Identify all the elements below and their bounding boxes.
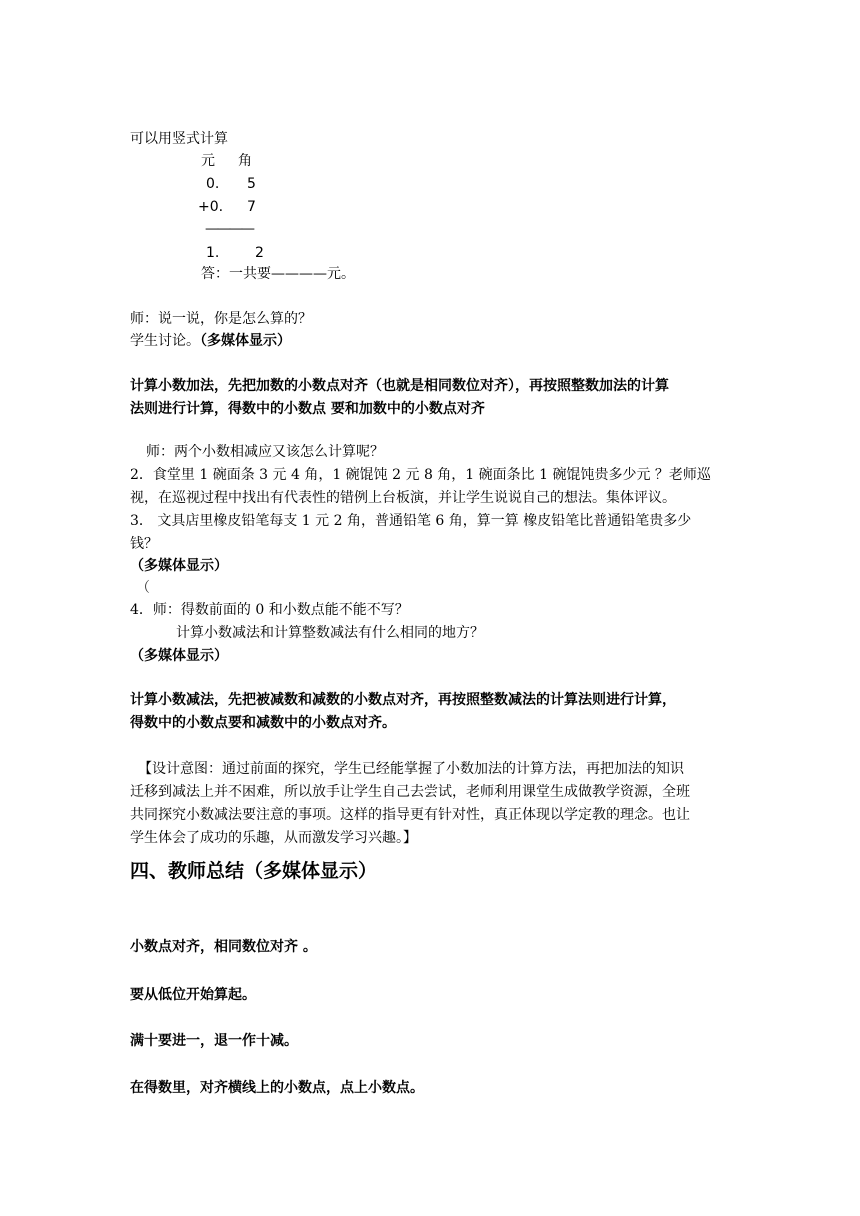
- item-4-line-1: 4．师：得数前面的 0 和小数点能不能不写？: [130, 602, 409, 618]
- stray-paren: （: [136, 580, 150, 596]
- addition-rule-line-2: 法则进行计算，得数中的小数点 要和加数中的小数点对齐: [130, 401, 485, 417]
- design-intent-line-4: 学生体会了成功的乐趣，从而激发学习兴趣。】: [130, 830, 417, 846]
- calc-row1-right: 5: [247, 176, 256, 192]
- calc-result-left: 1.: [206, 245, 220, 261]
- calc-row1-left: 0.: [206, 176, 220, 192]
- summary-point-4: 在得数里，对齐横线上的小数点，点上小数点。: [130, 1080, 424, 1096]
- summary-point-2: 要从低位开始算起。: [130, 987, 256, 1003]
- summary-point-3: 满十要进一，退一作十减。: [130, 1033, 298, 1049]
- calc-row2-left: +0.: [198, 199, 224, 215]
- discussion-multimedia: （多媒体显示）: [200, 333, 291, 349]
- teacher-question-1: 师：说一说，你是怎么算的？: [130, 311, 312, 327]
- calc-result-right: 2: [255, 245, 264, 261]
- item-2-line-2: 视，在巡视过程中找出有代表性的错例上台板演，并让学生说说自己的想法。集体评议。: [130, 490, 676, 506]
- design-intent-line-1: 【设计意图：通过前面的探究，学生已经能掌握了小数加法的计算方法，再把加法的知识: [138, 761, 684, 777]
- discussion-prefix: 学生讨论。: [130, 333, 200, 349]
- calc-col-yuan: 元: [201, 153, 215, 169]
- calc-col-jiao: 角: [238, 153, 252, 169]
- item-2-line-1: 2．食堂里 1 碗面条 3 元 4 角，1 碗馄饨 2 元 8 角，1 碗面条比 1 碗馄饨贵多少元 ？老师巡: [130, 467, 711, 483]
- student-discussion: [130, 330, 291, 352]
- design-intent-line-3: 共同探究小数减法要注意的事项。这样的指导更有针对性，真正体现以学定教的理念。也让: [130, 807, 690, 823]
- teacher-question-2: 师：两个小数相减应又该怎么计算呢？: [146, 444, 384, 460]
- calc-answer: 答：一共要————元。: [201, 266, 355, 282]
- item-3-line-1: 3． 文具店里橡皮铅笔每支 1 元 2 角，普通铅笔 6 角，算一算 橡皮铅笔比普通铅笔贵多少: [130, 513, 692, 529]
- multimedia-note-2: （多媒体显示）: [130, 648, 228, 664]
- section-heading: 四、教师总结（多媒体显示）: [130, 860, 378, 882]
- design-intent-line-2: 迁移到减法上并不困难，所以放手让学生自己去尝试，老师利用课堂生成做教学资源，全班: [130, 784, 690, 800]
- calc-intro: 可以用竖式计算: [130, 131, 228, 147]
- addition-rule-line-1: 计算小数加法，先把加数的小数点对齐（也就是相同数位对齐），再按照整数加法的计算: [130, 378, 669, 394]
- item-4-line-2: 计算小数减法和计算整数减法有什么相同的地方？: [176, 625, 484, 641]
- subtraction-rule-line-1: 计算小数减法，先把被减数和减数的小数点对齐，再按照整数减法的计算法则进行计算，: [130, 692, 676, 708]
- calc-row2-right: 7: [247, 199, 256, 215]
- calc-rule: ————: [205, 221, 253, 237]
- item-3-line-2: 钱？: [130, 536, 158, 552]
- subtraction-rule-line-2: 得数中的小数点要和减数中的小数点对齐。: [130, 715, 396, 731]
- summary-point-1: 小数点对齐，相同数位对齐 。: [130, 939, 317, 955]
- multimedia-note-1: （多媒体显示）: [130, 558, 228, 574]
